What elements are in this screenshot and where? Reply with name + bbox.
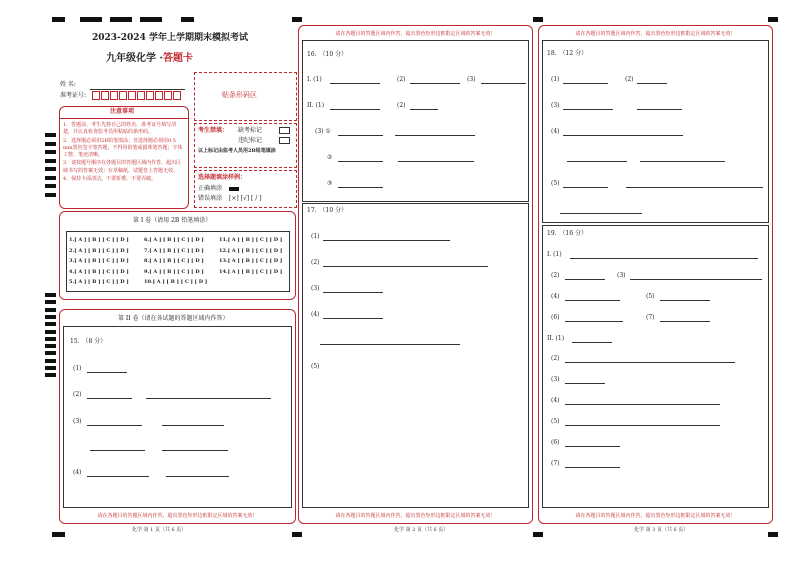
q17-3-label: (3)	[311, 285, 320, 292]
q18-3-label: (3)	[551, 102, 560, 109]
timing-mark	[45, 184, 56, 188]
q18-5-label: (5)	[551, 180, 560, 187]
q18-5-answer-a[interactable]	[563, 187, 608, 188]
id-digit-box[interactable]	[173, 91, 181, 100]
q16-II-2-answer[interactable]	[410, 109, 438, 110]
q17-4-answer-b[interactable]	[320, 344, 460, 345]
q18-4-label: (4)	[551, 128, 560, 135]
violation-mark-box[interactable]	[279, 137, 290, 144]
q19-I-5-label: (5)	[646, 293, 655, 300]
q18-1-answer-a[interactable]	[563, 83, 608, 84]
id-digit-box[interactable]	[155, 91, 163, 100]
q17-1-answer[interactable]	[323, 240, 450, 241]
q19-heading: 19. （16 分）	[547, 230, 588, 237]
timing-mark	[45, 293, 56, 297]
id-digit-box[interactable]	[110, 91, 118, 100]
answer-region-17	[302, 203, 529, 508]
q19-I-2-answer[interactable]	[565, 279, 605, 280]
q15-4-answer-a[interactable]	[87, 476, 149, 477]
mcq-question-3[interactable]: 3.[ A ] [ B ] [ C ] [ D ]	[69, 258, 129, 264]
q17-2-label: (2)	[311, 259, 320, 266]
timing-mark	[45, 176, 56, 180]
id-digit-box[interactable]	[137, 91, 145, 100]
timing-mark	[45, 300, 56, 304]
q16-II-3-label: (3) ①	[315, 128, 331, 135]
q16-II-1-label: II. (1)	[307, 102, 325, 109]
q16-II-3c-label: ③	[327, 180, 333, 187]
correct-fill-label: 正确填涂	[198, 185, 223, 192]
q19-I-3-answer[interactable]	[630, 279, 762, 280]
page-footer-1: 化学 第 1 页（共 6 页）	[132, 527, 187, 533]
timing-mark	[45, 366, 56, 370]
q18-2-label: (2)	[625, 76, 634, 83]
q19-I-4-answer[interactable]	[565, 300, 620, 301]
answer-region-19	[542, 225, 769, 508]
card-subtitle: 九年级化学 ·答题卡	[106, 53, 193, 64]
q18-4-answer-a[interactable]	[563, 135, 683, 136]
q15-2-answer-b[interactable]	[146, 398, 271, 399]
q19-I-6-answer[interactable]	[565, 321, 623, 322]
q18-heading: 18. （12 分）	[547, 50, 588, 57]
q19-I-4-label: (4)	[551, 293, 560, 300]
timing-mark	[45, 315, 56, 319]
q19-I-5-answer[interactable]	[660, 300, 710, 301]
q19-II-3-label: (3)	[551, 376, 560, 383]
timing-mark	[45, 373, 56, 377]
q19-II-6-label: (6)	[551, 439, 560, 446]
answer-region-18	[542, 40, 769, 223]
q15-4-answer-b[interactable]	[166, 476, 229, 477]
timing-mark	[45, 344, 56, 348]
warning-header-p3: 请在各题目的答题区域内作答，超出黑色矩形边框限定区域的答案无效！	[575, 31, 736, 37]
mcq-question-12[interactable]: 12.[ A ] [ B ] [ C ] [ D ]	[219, 247, 283, 254]
name-label: 姓 名:	[60, 81, 76, 88]
q17-5-label: (5)	[311, 363, 320, 370]
id-digit-box[interactable]	[92, 91, 100, 100]
warning-footer-p1: 请在各题目的答题区域内作答，超出黑色矩形边框限定区域的答案无效！	[97, 513, 258, 519]
q18-1-label: (1)	[551, 76, 560, 83]
timing-mark	[45, 330, 56, 334]
id-digit-box[interactable]	[164, 91, 172, 100]
page-footer-3: 化学 第 3 页（共 6 页）	[634, 527, 689, 533]
q15-4-label: (4)	[73, 469, 82, 476]
timing-mark	[45, 167, 56, 171]
timing-mark	[45, 159, 56, 163]
q19-I-1-label: I. (1)	[547, 251, 562, 258]
q19-I-2-label: (2)	[551, 272, 560, 279]
q16-heading: 16. （10 分）	[307, 51, 348, 58]
q17-4-label: (4)	[311, 311, 320, 318]
exam-status-note: 以上标记由监考人员用2B铅笔填涂	[198, 148, 276, 154]
wrong-fill-samples: [×] [√] [ / ]	[229, 195, 262, 202]
student-id-label: 准考证号:	[60, 92, 87, 99]
q17-3-answer[interactable]	[323, 292, 383, 293]
q19-II-4-answer[interactable]	[565, 404, 720, 405]
q16-II-3b-label: ②	[327, 154, 333, 161]
mcq-question-5[interactable]: 5.[ A ] [ B ] [ C ] [ D ]	[69, 279, 129, 285]
mcq-question-9[interactable]: 9.[ A ] [ B ] [ C ] [ D ]	[144, 268, 204, 275]
mcq-question-7[interactable]: 7.[ A ] [ B ] [ C ] [ D ]	[144, 247, 204, 254]
q16-I-2-answer[interactable]	[410, 83, 460, 84]
answer-region-16	[302, 40, 529, 202]
q18-4-answer-b[interactable]	[567, 161, 627, 162]
timing-mark	[45, 142, 56, 146]
notice-item: 2．选择题必须用2B铅笔填涂；非选择题必须用0.5 mm黑色签字笔答题，不得用铅笔或圆珠笔答题；字体工整、笔迹清晰。	[63, 137, 183, 158]
q16-I-3-answer[interactable]	[481, 83, 526, 84]
mcq-question-11[interactable]: 11.[ A ] [ B ] [ C ] [ D ]	[219, 237, 283, 243]
id-digit-box[interactable]	[119, 91, 127, 100]
notice-list	[63, 122, 187, 184]
id-digit-box[interactable]	[128, 91, 136, 100]
q19-II-6-answer[interactable]	[565, 446, 620, 447]
q19-II-5-label: (5)	[551, 418, 560, 425]
q16-I-1-label: I. (1)	[307, 76, 322, 83]
warning-footer-p2: 请在各题目的答题区域内作答，超出黑色矩形边框限定区域的答案无效！	[335, 513, 496, 519]
mcq-question-14[interactable]: 14.[ A ] [ B ] [ C ] [ D ]	[219, 268, 283, 275]
q17-2-answer[interactable]	[323, 266, 488, 267]
notice-item: 3．请按题号顺序在各题目的答题区域内作答，超出区域书写的答案无效；在草稿纸、试题卷上答题无效。	[63, 160, 182, 174]
student-id-boxes[interactable]	[92, 91, 182, 100]
mcq-question-1[interactable]: 1.[ A ] [ B ] [ C ] [ D ]	[69, 237, 129, 243]
q15-heading: 15. （8 分）	[70, 338, 107, 345]
q19-II-7-answer[interactable]	[565, 467, 620, 468]
q16-I-1-answer[interactable]	[330, 83, 380, 84]
notice-item: 1．答题前，考生先将自己的姓名、准考证号填写清楚，并认真检查监考员所粘贴的条形码。	[63, 122, 177, 136]
mcq-question-10[interactable]: 10.[ A ] [ B ] [ C ] [ D ]	[144, 279, 208, 285]
q19-II-2-answer[interactable]	[565, 362, 735, 363]
q19-II-1-answer[interactable]	[572, 342, 612, 343]
mcq-question-6[interactable]: 6.[ A ] [ B ] [ C ] [ D ]	[144, 237, 204, 243]
q16-II-1-answer[interactable]	[330, 109, 380, 110]
q19-II-7-label: (7)	[551, 460, 560, 467]
fill-sample-title: 选择题填涂样例：	[198, 174, 247, 181]
q16-II-3c-answer[interactable]	[338, 187, 383, 188]
absent-mark-box[interactable]	[279, 127, 290, 134]
name-field[interactable]	[90, 89, 185, 90]
q19-I-6-label: (6)	[551, 314, 560, 321]
exam-status-label: 考生禁填：	[198, 127, 229, 134]
q16-II-2-label: (2)	[397, 102, 406, 109]
q18-4-answer-c[interactable]	[640, 161, 725, 162]
correct-fill-sample	[229, 187, 239, 191]
q19-I-7-answer[interactable]	[660, 321, 710, 322]
id-digit-box[interactable]	[101, 91, 109, 100]
q19-I-3-label: (3)	[617, 272, 626, 279]
q16-II-3a-answer-a[interactable]	[338, 135, 383, 136]
timing-mark	[45, 133, 56, 137]
mcq-question-4[interactable]: 4.[ A ] [ B ] [ C ] [ D ]	[69, 268, 129, 275]
warning-footer-p3: 请在各题目的答题区域内作答，超出黑色矩形边框限定区域的答案无效！	[575, 513, 736, 519]
q17-1-label: (1)	[311, 233, 320, 240]
wrong-fill-label: 错误填涂	[198, 195, 223, 202]
timing-mark	[45, 351, 56, 355]
q19-II-5-answer[interactable]	[565, 425, 720, 426]
timing-mark	[45, 322, 56, 326]
q15-1-label: (1)	[73, 365, 82, 372]
q15-3-answer-d[interactable]	[162, 450, 228, 451]
q17-heading: 17. （10 分）	[307, 207, 348, 214]
warning-header-p2: 请在各题目的答题区域内作答，超出黑色矩形边框限定区域的答案无效！	[335, 31, 496, 37]
mcq-question-8[interactable]: 8.[ A ] [ B ] [ C ] [ D ]	[144, 258, 204, 264]
exam-title: 2023-2024 学年上学期期末模拟考试	[92, 33, 248, 43]
q16-I-3-label: (3)	[467, 76, 476, 83]
q18-3-answer-b[interactable]	[637, 109, 682, 110]
q15-3-answer-b[interactable]	[162, 425, 224, 426]
timing-mark	[45, 359, 56, 363]
q16-II-3b-answer-a[interactable]	[338, 161, 383, 162]
q19-II-3-answer[interactable]	[565, 383, 605, 384]
answer-region-15	[63, 326, 292, 508]
q19-II-1-label: II. (1)	[547, 335, 565, 342]
timing-mark	[45, 337, 56, 341]
q19-II-4-label: (4)	[551, 397, 560, 404]
id-digit-box[interactable]	[146, 91, 154, 100]
timing-mark	[45, 193, 56, 197]
mcq-question-13[interactable]: 13.[ A ] [ B ] [ C ] [ D ]	[219, 258, 283, 264]
q15-2-label: (2)	[73, 391, 82, 398]
barcode-label: 贴条形码区	[222, 91, 257, 99]
q15-1-answer[interactable]	[87, 372, 127, 373]
q16-II-3a-answer-b[interactable]	[395, 135, 475, 136]
q18-2-answer[interactable]	[637, 83, 667, 84]
q19-I-7-label: (7)	[646, 314, 655, 321]
q15-3-answer-c[interactable]	[90, 450, 145, 451]
q18-3-answer-a[interactable]	[563, 109, 613, 110]
q15-3-label: (3)	[73, 418, 82, 425]
q15-2-answer-a[interactable]	[87, 398, 132, 399]
q18-5-answer-c[interactable]	[560, 213, 642, 214]
q16-I-2-label: (2)	[397, 76, 406, 83]
timing-mark	[45, 150, 56, 154]
q19-II-2-label: (2)	[551, 355, 560, 362]
notice-title: 注意事项	[110, 108, 135, 115]
violation-mark-label: 违纪标记	[238, 137, 263, 144]
part1-title: 第 I 卷（请用 2B 铅笔填涂）	[133, 217, 212, 224]
q16-II-3b-answer-b[interactable]	[398, 161, 474, 162]
part2-title: 第 II 卷（请在各试题的答题区域内作答）	[118, 315, 229, 322]
q15-3-answer-a[interactable]	[87, 425, 142, 426]
timing-mark	[45, 308, 56, 312]
page-footer-2: 化学 第 2 页（共 6 页）	[394, 527, 449, 533]
q17-4-answer-a[interactable]	[323, 318, 383, 319]
notice-item: 4．保持卡面清洁，不要折叠、不要弄破。	[63, 175, 157, 182]
q18-5-answer-b[interactable]	[626, 187, 763, 188]
absent-mark-label: 缺考标记	[238, 127, 263, 134]
q19-I-1-answer[interactable]	[570, 258, 758, 259]
mcq-question-2[interactable]: 2.[ A ] [ B ] [ C ] [ D ]	[69, 247, 129, 254]
